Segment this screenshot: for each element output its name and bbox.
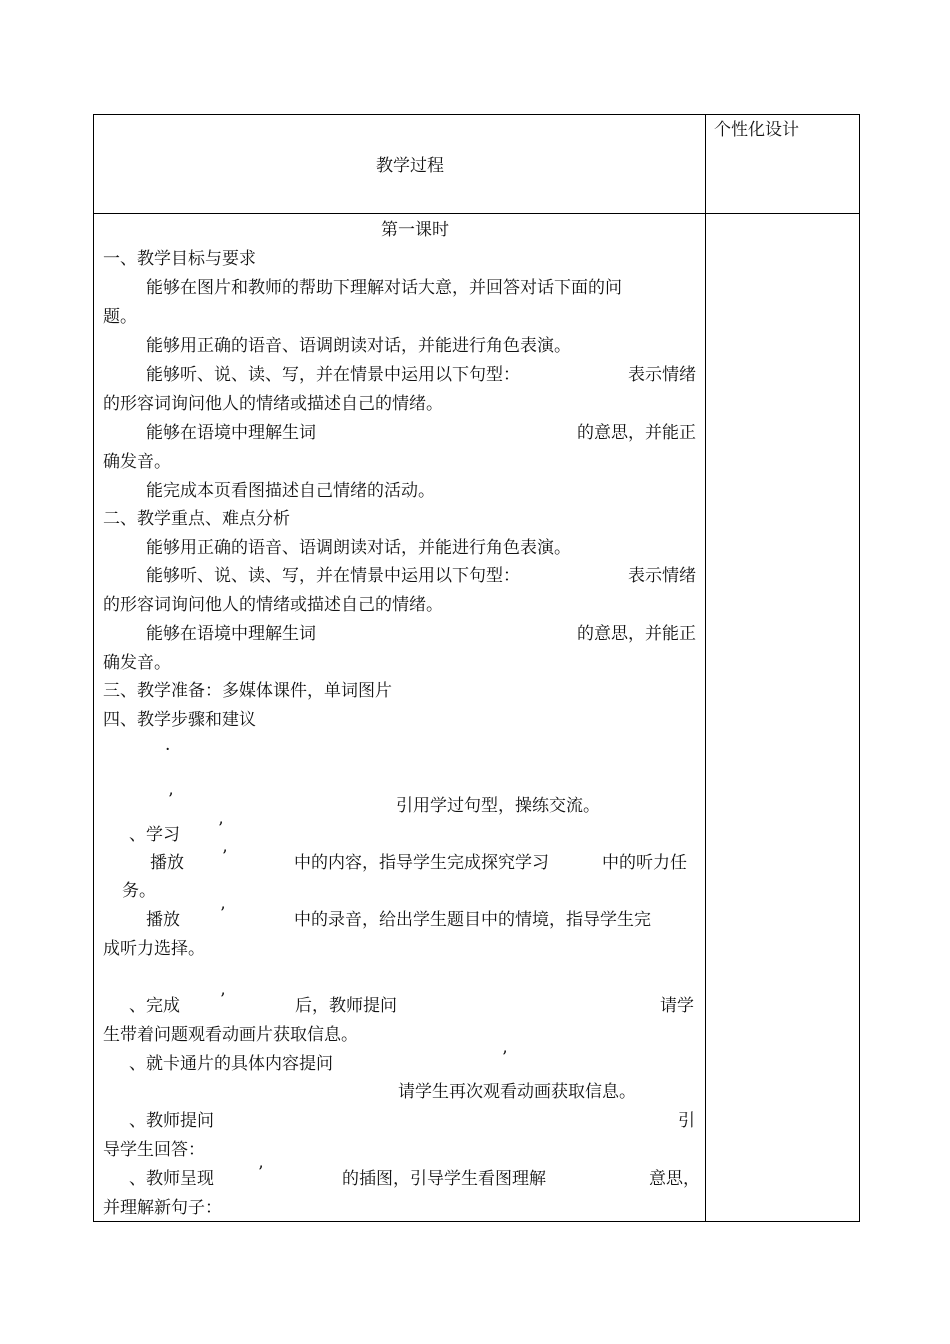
step-8-line-2: 并理解新句子： <box>103 1198 222 1218</box>
point-2-right: 表示情绪 <box>628 566 696 586</box>
goal-5: 能完成本页看图描述自己情绪的活动。 <box>146 481 435 501</box>
session-title: 第一课时 <box>381 220 449 240</box>
step-7-line-2: 导学生回答： <box>103 1140 205 1160</box>
goal-4-left: 能够在语境中理解生词 <box>146 423 316 443</box>
point-2-line-1 <box>146 566 696 586</box>
step-1-text: 引用学过句型，操练交流。 <box>396 796 600 816</box>
column-divider <box>705 114 706 1222</box>
step-4-left: 播放 <box>146 910 180 930</box>
goal-3-line-2: 的形容词询问他人的情绪或描述自己的情绪。 <box>103 394 443 414</box>
goal-3-left: 能够听、说、读、写，并在情景中运用以下句型： <box>146 365 520 385</box>
step-3-line-2: 务。 <box>122 881 156 901</box>
step-8-mid: 的插图，引导学生看图理解 <box>342 1169 546 1189</box>
goal-3-line-1 <box>146 365 696 385</box>
step-6: 、就卡通片的具体内容提问 <box>129 1054 333 1074</box>
step-4-comma: ’ <box>220 904 226 924</box>
step-5-left: 、完成 <box>129 996 180 1016</box>
step-3-left: 播放 <box>150 853 184 873</box>
goal-1-line-1: 能够在图片和教师的帮助下理解对话大意，并回答对话下面的问 <box>146 278 622 298</box>
step-3-comma: ’ <box>222 847 228 867</box>
goal-4-line-1 <box>146 423 696 443</box>
goal-3-right: 表示情绪 <box>628 365 696 385</box>
goal-4-line-2: 确发音。 <box>103 452 171 472</box>
section-1-heading: 一、教学目标与要求 <box>103 249 256 269</box>
step-5-comma: ’ <box>220 990 226 1010</box>
step-7-left: 、教师提问 <box>129 1111 214 1131</box>
header-divider <box>93 213 860 214</box>
step-5-right: 请学 <box>660 996 694 1016</box>
step-dot: · <box>165 740 171 760</box>
goal-1-line-2: 题。 <box>103 307 137 327</box>
section-3-heading: 三、教学准备：多媒体课件，单词图片 <box>103 681 392 701</box>
step-4-right: 中的录音，给出学生题目中的情境，指导学生完 <box>294 910 651 930</box>
step-4-line-2: 成听力选择。 <box>103 939 205 959</box>
goal-2: 能够用正确的语音、语调朗读对话，并能进行角色表演。 <box>146 336 571 356</box>
personal-design-title: 个性化设计 <box>714 120 799 140</box>
step-6-comma: ’ <box>502 1048 508 1068</box>
step-6-line-2: 请学生再次观看动画获取信息。 <box>398 1082 636 1102</box>
section-2-heading: 二、教学重点、难点分析 <box>103 509 290 529</box>
step-1-comma: ’ <box>168 790 174 810</box>
section-4-heading: 四、教学步骤和建议 <box>103 710 256 730</box>
goal-4-right: 的意思，并能正 <box>577 423 696 443</box>
point-2-left: 能够听、说、读、写，并在情景中运用以下句型： <box>146 566 520 586</box>
step-8-right: 意思， <box>649 1169 700 1189</box>
point-2-line-2: 的形容词询问他人的情绪或描述自己的情绪。 <box>103 595 443 615</box>
step-7-right: 引 <box>678 1111 695 1131</box>
point-3-left: 能够在语境中理解生词 <box>146 624 316 644</box>
step-5-line-2: 生带着问题观看动画片获取信息。 <box>103 1025 358 1045</box>
step-8-left: 、教师呈现 <box>129 1169 214 1189</box>
step-3-mid: 中的内容，指导学生完成探究学习 <box>294 853 549 873</box>
step-2-comma: ’ <box>218 819 224 839</box>
point-3-line-2: 确发音。 <box>103 653 171 673</box>
step-3-right: 中的听力任 <box>602 853 687 873</box>
process-title: 教学过程 <box>376 156 444 176</box>
point-1: 能够用正确的语音、语调朗读对话，并能进行角色表演。 <box>146 538 571 558</box>
point-3-line-1 <box>146 624 696 644</box>
step-5-mid: 后，教师提问 <box>295 996 397 1016</box>
step-2-prefix: 、学习 <box>129 825 180 845</box>
point-3-right: 的意思，并能正 <box>577 624 696 644</box>
step-8-comma: ’ <box>258 1163 264 1183</box>
